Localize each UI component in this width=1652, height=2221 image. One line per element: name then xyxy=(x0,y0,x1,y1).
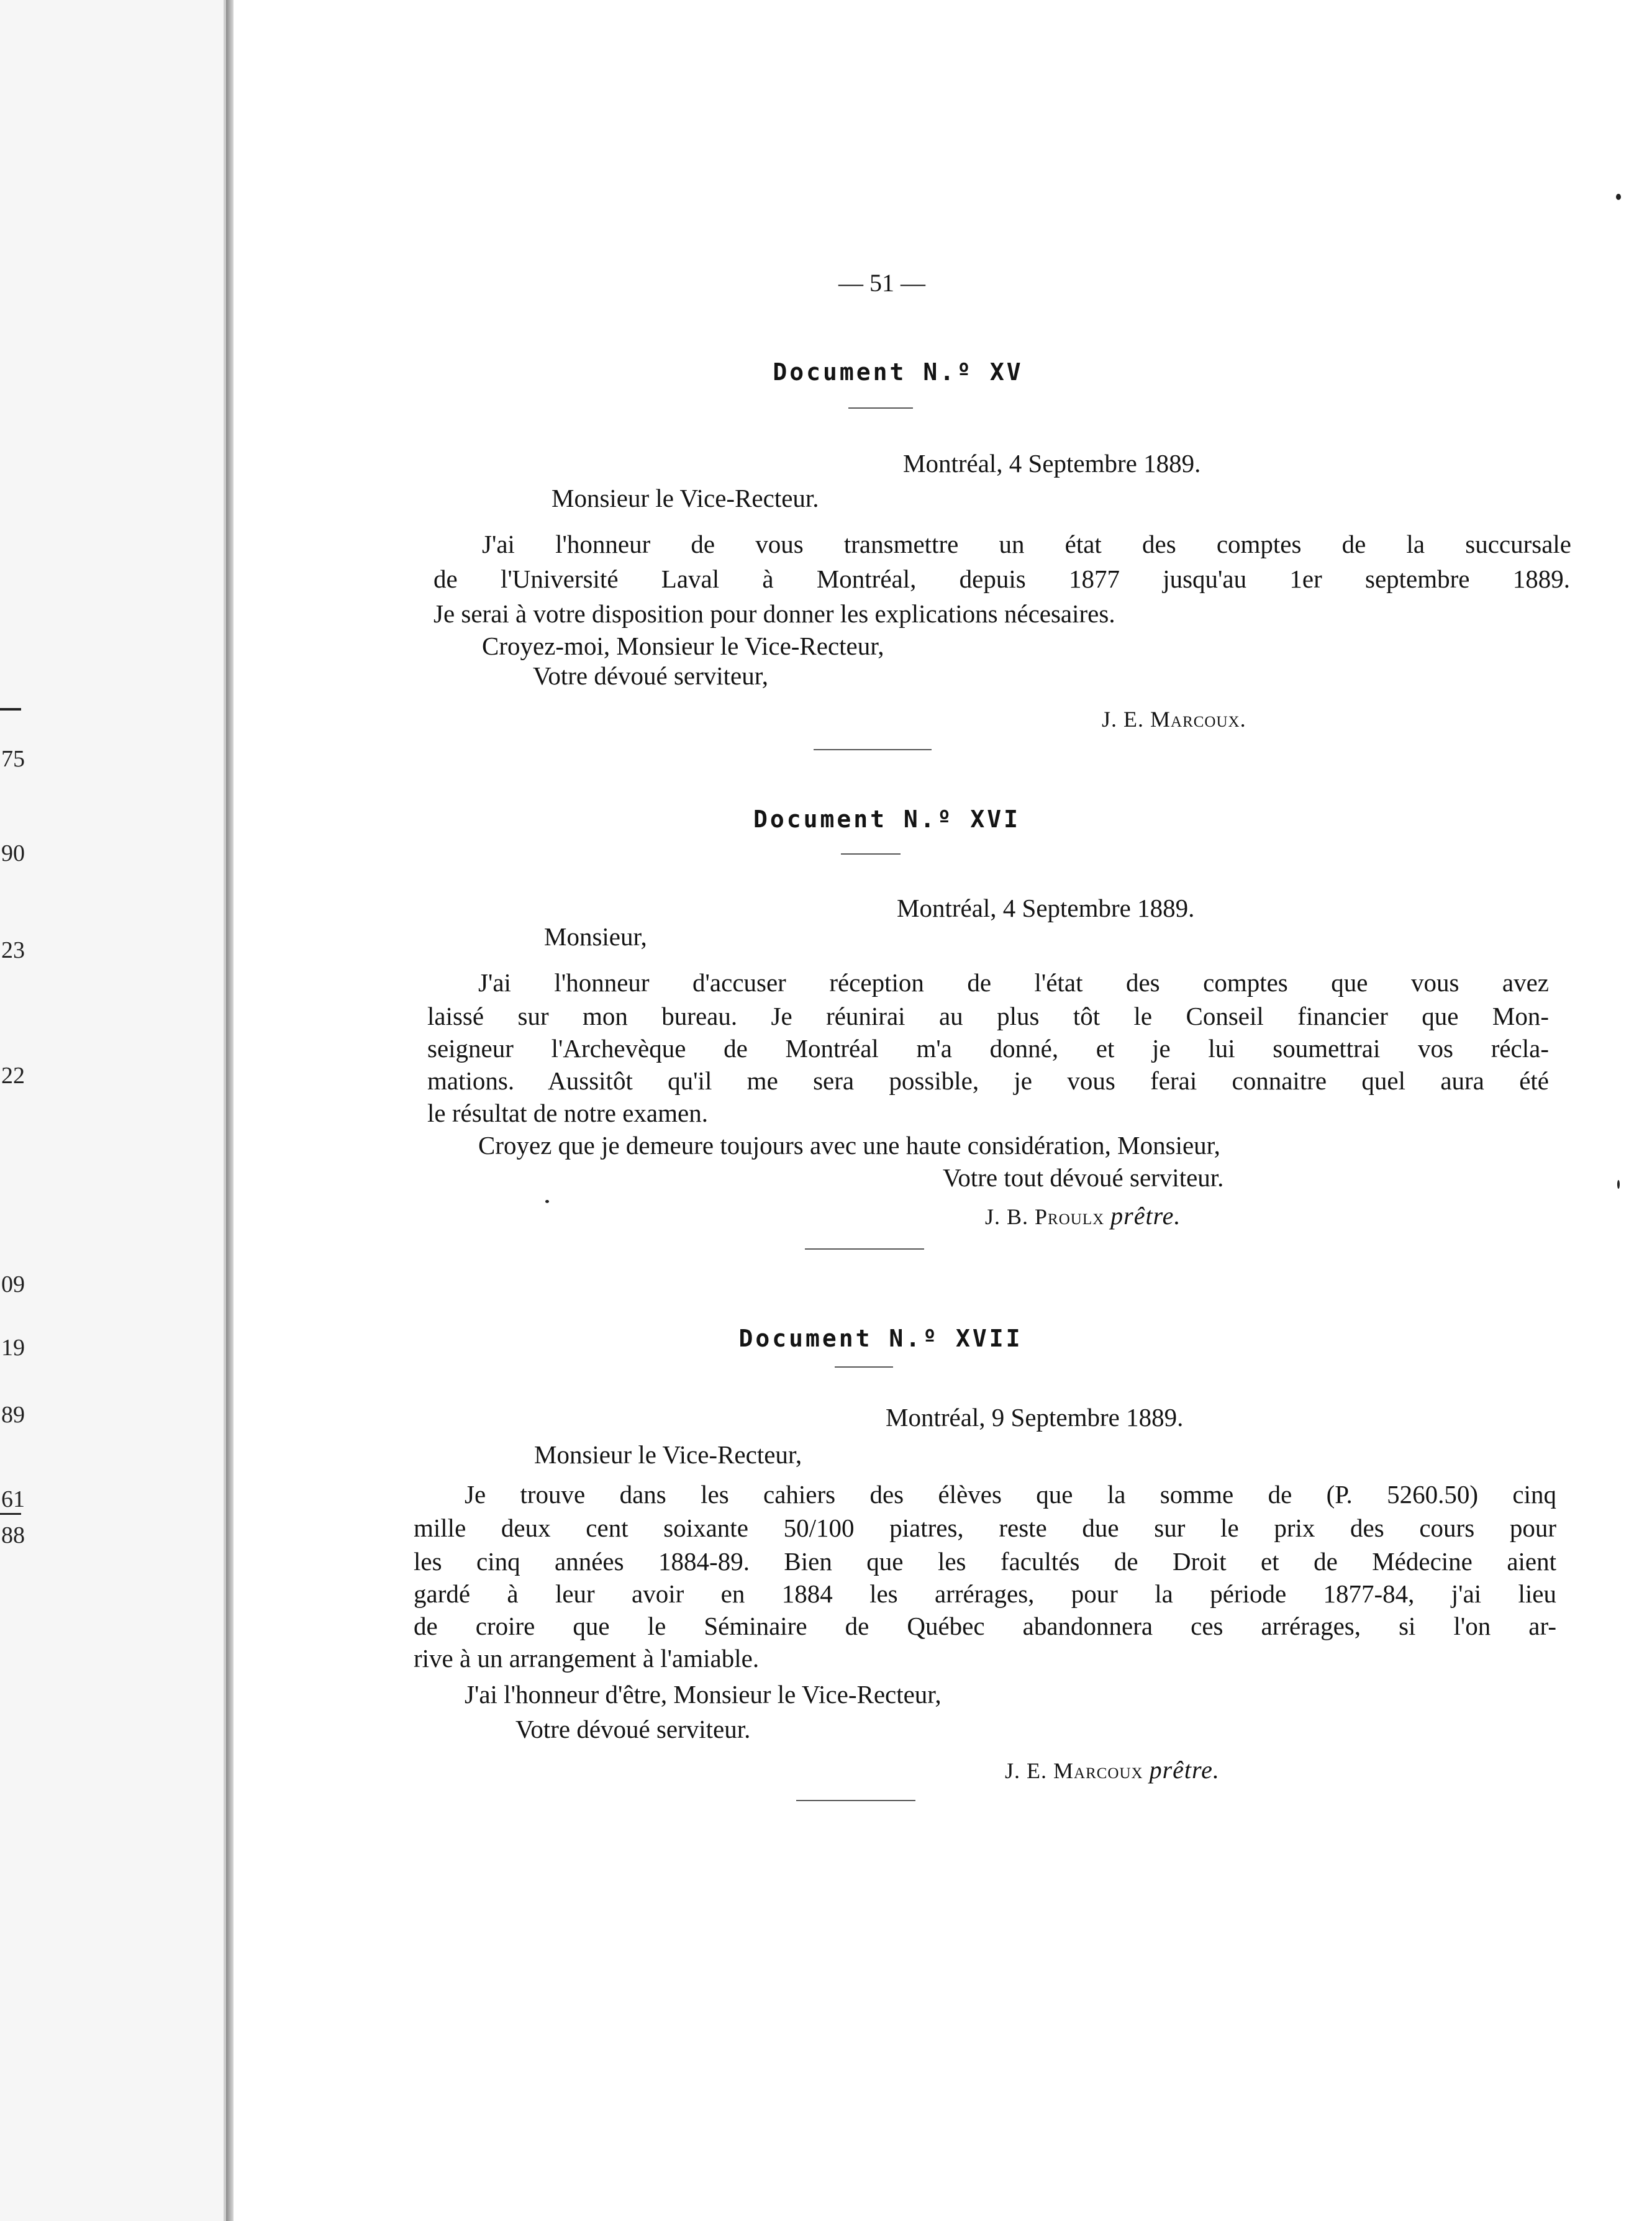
signature-title: prêtre. xyxy=(1149,1756,1220,1784)
letter-line: les cinq années 1884-89. Bien que les facultés de Droit et de Médecine aient xyxy=(414,1547,1556,1576)
letter-line: gardé à leur avoir en 1884 les arrérages, pour la période 1877-84, j'ai lieu xyxy=(414,1579,1556,1608)
letter-date: Montréal, 4 Septembre 1889. xyxy=(903,449,1201,478)
margin-number: 90 xyxy=(1,840,25,866)
letter-line: J'ai l'honneur d'accuser réception de l'état des comptes que vous avez xyxy=(478,968,1549,997)
letter-line: Je trouve dans les cahiers des élèves que la somme de (P. 5260.50) cinq xyxy=(465,1480,1556,1509)
letter-line: rive à un arrangement à l'amiable. xyxy=(414,1644,760,1673)
letter-line: mations. Aussitôt qu'il me sera possible, je vous ferai connaitre quel aura été xyxy=(427,1066,1549,1095)
margin-number: 23 xyxy=(1,937,25,963)
letter-line: laissé sur mon bureau. Je réunirai au plus tôt le Conseil financier que Mon- xyxy=(427,1002,1549,1030)
letter-line: de l'Université Laval à Montréal, depuis 1877 jusqu'au 1er septembre 1889. xyxy=(433,565,1570,593)
letter-date: Montréal, 4 Septembre 1889. xyxy=(897,894,1195,922)
signature-title: prêtre. xyxy=(1110,1202,1181,1230)
letter-line: le résultat de notre examen. xyxy=(427,1099,708,1127)
book-gutter xyxy=(226,0,234,2221)
letter-line: J'ai l'honneur de vous transmettre un état des comptes de la succursale xyxy=(482,530,1571,558)
separator-rule xyxy=(814,749,932,750)
letter-salutation: Monsieur le Vice-Recteur. xyxy=(551,484,819,512)
letter-line: mille deux cent soixante 50/100 piatres, reste due sur le prix des cours pour xyxy=(414,1514,1556,1542)
margin-number: 75 xyxy=(1,746,25,772)
letter-line: Croyez-moi, Monsieur le Vice-Recteur, xyxy=(482,632,884,660)
letter-line: Je serai à votre disposition pour donner les explications nécesaires. xyxy=(433,599,1115,628)
signature-name: J. E. Marcoux xyxy=(1005,1758,1143,1783)
letter-salutation: Monsieur le Vice-Recteur, xyxy=(534,1440,802,1469)
page-number: — 51 — xyxy=(838,269,925,297)
scan-speck xyxy=(545,1200,549,1203)
margin-number: 61 xyxy=(1,1486,25,1512)
scan-speck xyxy=(1616,194,1621,200)
letter-signature xyxy=(985,1204,1181,1229)
document-heading: Document N.º XVII xyxy=(738,1325,1023,1352)
letter-signature: J. E. Marcoux. xyxy=(1102,707,1246,732)
document-page xyxy=(234,0,1652,2221)
margin-number: 88 xyxy=(1,1522,25,1548)
scan-speck xyxy=(1617,1180,1620,1189)
letter-line: Votre dévoué serviteur, xyxy=(533,661,769,690)
margin-rule xyxy=(0,708,21,711)
separator-rule xyxy=(796,1800,915,1801)
margin-number: 19 xyxy=(1,1335,25,1361)
margin-number: 22 xyxy=(1,1063,25,1089)
signature-name: J. B. Proulx xyxy=(985,1204,1105,1229)
margin-number: 09 xyxy=(1,1271,25,1297)
letter-line: de croire que le Séminaire de Québec abandonnera ces arrérages, si l'on ar- xyxy=(414,1612,1556,1640)
letter-signature xyxy=(1005,1758,1220,1783)
margin-rule xyxy=(0,1513,21,1515)
separator-rule xyxy=(835,1366,893,1368)
margin-number: 89 xyxy=(1,1402,25,1428)
letter-line: Votre dévoué serviteur. xyxy=(515,1715,751,1743)
letter-date: Montréal, 9 Septembre 1889. xyxy=(886,1403,1184,1432)
letter-line: J'ai l'honneur d'être, Monsieur le Vice-Recteur, xyxy=(465,1680,942,1709)
letter-line: Croyez que je demeure toujours avec une haute considération, Monsieur, xyxy=(478,1131,1220,1160)
letter-line: seigneur l'Archevèque de Montréal m'a donné, et je lui soumettrai vos récla- xyxy=(427,1034,1549,1063)
separator-rule xyxy=(805,1248,924,1250)
letter-salutation: Monsieur, xyxy=(544,922,647,951)
letter-line: Votre tout dévoué serviteur. xyxy=(943,1163,1224,1192)
facing-page-edge xyxy=(0,0,226,2221)
document-heading: Document N.º XVI xyxy=(753,806,1021,833)
separator-rule xyxy=(848,407,913,409)
document-heading: Document N.º XV xyxy=(773,358,1023,386)
separator-rule xyxy=(841,853,901,855)
